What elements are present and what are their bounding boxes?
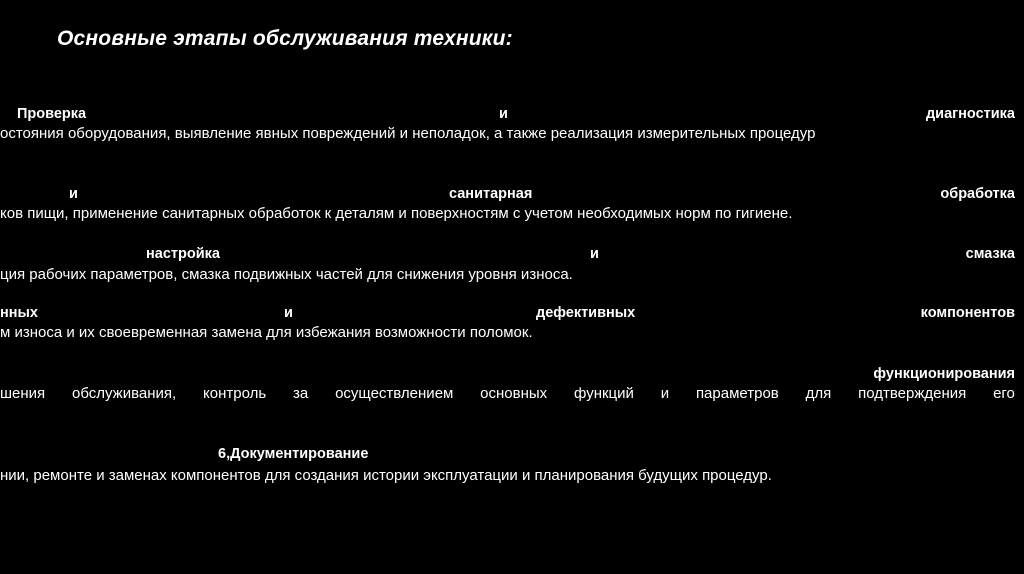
section-1-heading-word-3: диагностика (925, 106, 1015, 122)
section-3-body: ция рабочих параметров, смазка подвижных частей для снижения уровня износа. (0, 266, 573, 283)
section-5-body-word: шения (0, 385, 46, 402)
section-2-body: ков пищи, применение санитарных обработок к деталям и поверхностям с учетом необходимых норм по гигиене. (0, 205, 793, 222)
section-2-heading-word-3: обработка (940, 186, 1015, 202)
section-6-heading: 6,Документирование (218, 446, 369, 462)
section-4-heading-word-2: и (284, 305, 293, 321)
section-2-heading-word-2: санитарная (449, 186, 533, 202)
section-1-body: остояния оборудования, выявление явных повреждений и неполадок, а также реализация измерительных процедур (0, 125, 816, 142)
section-4-heading-word-3: дефективных (536, 305, 636, 321)
section-5-body-word: за (293, 385, 309, 402)
section-5-body-word: функций (574, 385, 634, 402)
section-5-body-word: подтверждения (858, 385, 967, 402)
section-3-heading-word-1: настройка (146, 246, 220, 262)
section-5-body-word: параметров (695, 385, 779, 402)
section-3-heading-word-2: и (590, 246, 599, 262)
section-1-heading-word-1: Проверка (17, 106, 87, 122)
section-4-heading-word-1: нных (0, 305, 38, 321)
section-5-body-word: осуществлением (335, 385, 454, 402)
section-5-body-word: контроль (203, 385, 267, 402)
section-4-heading-word-4: компонентов (920, 305, 1015, 321)
section-5-heading-word-1: функционирования (873, 366, 1015, 382)
section-6-body: нии, ремонте и заменах компонентов для создания истории эксплуатации и планирования будущих процедур. (0, 467, 772, 484)
section-4-body: м износа и их своевременная замена для избежания возможности поломок. (0, 324, 533, 341)
section-5-body-word: его (993, 385, 1015, 402)
section-5-body-word: для (805, 385, 832, 402)
section-2-heading-word-1: и (69, 186, 78, 202)
section-5-body (0, 385, 1015, 403)
section-5-body-word: обслуживания, (72, 385, 177, 402)
slide-title: Основные этапы обслуживания техники: (57, 27, 513, 50)
section-5-body-word: основных (480, 385, 548, 402)
section-3-heading-word-3: смазка (965, 246, 1015, 262)
section-5-body-word: и (660, 385, 670, 402)
section-1-heading-word-2: и (499, 106, 508, 122)
